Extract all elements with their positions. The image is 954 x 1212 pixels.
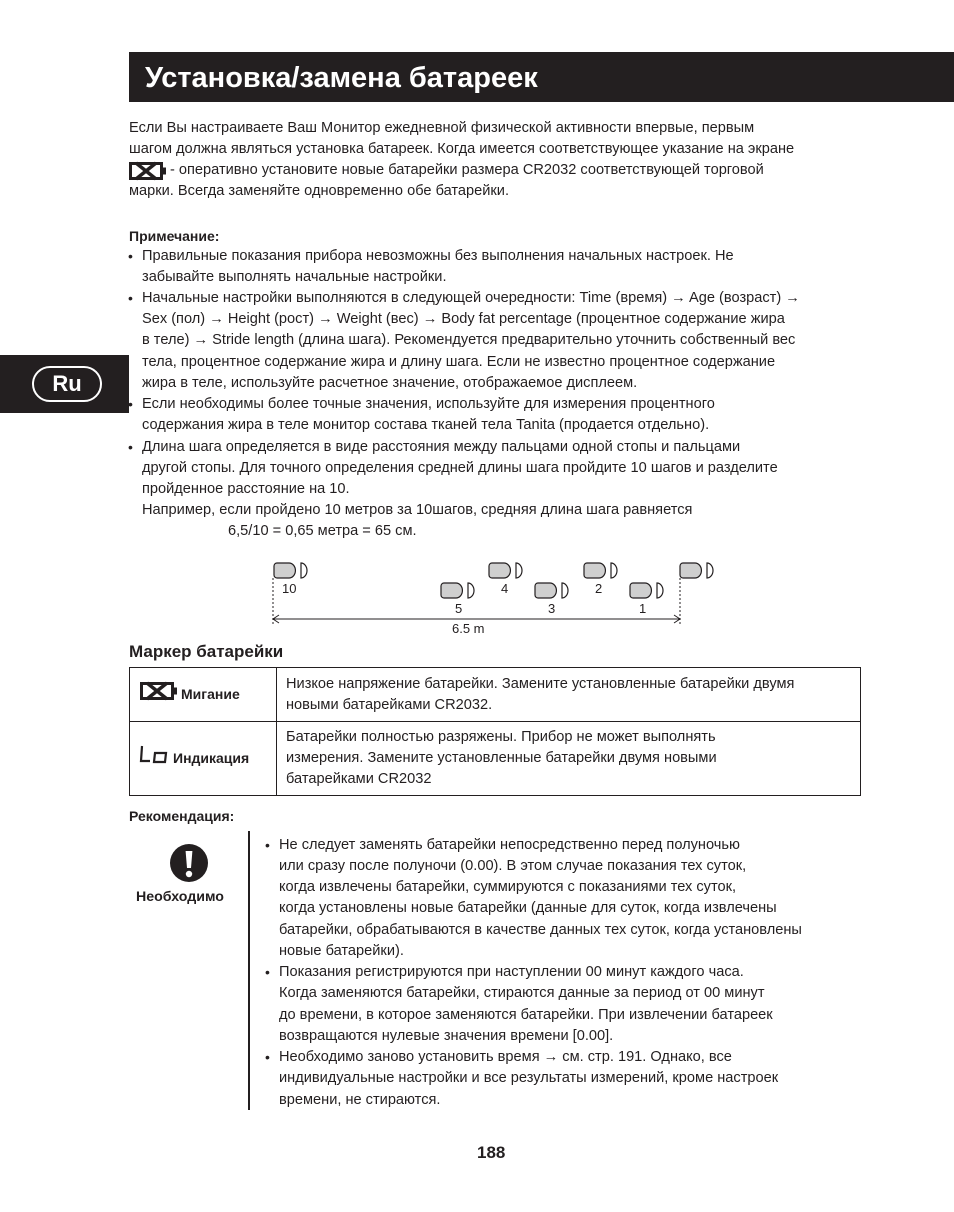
recommendation-item-1-line-3: когда извлечены батарейки, суммируются с показаниями тех суток,	[279, 879, 737, 895]
recommendation-item-1-line-4: когда установлены новые батарейки (данные для суток, когда извлечены	[279, 900, 777, 916]
description-line: батарейками CR2032	[286, 771, 432, 787]
footprint-icon	[679, 562, 717, 585]
note-item-3-line-2: содержания жира в теле монитор состава тканей тела Tanita (продается отдельно).	[142, 417, 710, 433]
battery-marker-table	[129, 667, 861, 796]
battery-blink-icon	[139, 681, 181, 708]
recommendation-item-2-line-4: возвращаются нулевые значения времени [0.00].	[279, 1028, 614, 1044]
note-item-4-line-3: пройденное расстояние на 10.	[142, 481, 350, 497]
battery-blink-icon	[129, 161, 169, 181]
recommendation-item-1-line-6: новые батарейки).	[279, 943, 404, 959]
description-cell	[277, 722, 861, 796]
table-row	[130, 722, 861, 796]
distance-label: 6.5 m	[452, 621, 485, 636]
recommendation-heading: Рекомендация:	[129, 808, 235, 824]
note-bullet-4: •	[128, 439, 133, 455]
page-number: 188	[477, 1143, 506, 1162]
intro-line-2: шагом должна являться установка батареек. Когда имеется соответствующее указание на экране	[129, 141, 795, 157]
note-item-4-line-4: Например, если пройдено 10 метров за 10шагов, средняя длина шага равняется	[142, 502, 693, 518]
footprint-icon	[629, 582, 667, 605]
recommendation-bullet-3: •	[265, 1049, 270, 1065]
note-item-3-line-1: Если необходимы более точные значения, используйте для измерения процентного	[142, 396, 715, 412]
indicator-cell	[130, 722, 277, 796]
note-item-4-line-2: другой стопы. Для точного определения средней длины шага пройдите 10 шагов и разделите	[142, 460, 778, 476]
stride-diagram	[268, 556, 728, 640]
indicator-label: Мигание	[181, 686, 240, 702]
recommendation-item-2-line-2: Когда заменяются батарейки, стираются данные за период от 00 минут	[279, 985, 765, 1001]
intro-line-1: Если Вы настраиваете Ваш Монитор ежедневной физической активности впервые, первым	[129, 120, 755, 136]
recommendation-item-1-line-1: Не следует заменять батарейки непосредственно перед полуночью	[279, 837, 740, 853]
battery-marker-heading: Маркер батарейки	[129, 642, 284, 661]
lo-display-icon	[139, 744, 169, 773]
recommendation-item-1-line-5: батарейки, обрабатываются в качестве данных тех суток, когда установлены	[279, 922, 802, 938]
description-line: измерения. Замените установленные батарейки двумя новыми	[286, 750, 717, 766]
recommendation-item-3-line-3: времени, не стираются.	[279, 1092, 441, 1108]
note-bullet-1: •	[128, 248, 133, 264]
indicator-cell	[130, 668, 277, 722]
note-item-1-line-2: забывайте выполнять начальные настройки.	[142, 269, 447, 285]
exclamation-circle-icon	[169, 843, 209, 883]
step-label-4: 4	[501, 581, 509, 596]
note-bullet-2: •	[128, 290, 133, 306]
description-cell	[277, 668, 861, 722]
note-item-4-line-1: Длина шага определяется в виде расстояния между пальцами одной стопы и пальцами	[142, 439, 741, 455]
note-item-2-line-2: Sex (пол) → Height (рост) → Weight (вес) → Body fat percentage (процентное содержание жира	[142, 311, 785, 327]
divider	[248, 831, 250, 1110]
recommendation-item-2-line-1: Показания регистрируются при наступлении 00 минут каждого часа.	[279, 964, 744, 980]
step-label-2: 2	[595, 581, 603, 596]
note-item-2-line-1: Начальные настройки выполняются в следующей очередности: Time (время) → Age (возраст) →	[142, 290, 800, 306]
note-item-2-line-5: жира в теле, используйте расчетное значение, отображаемое дисплеем.	[142, 375, 638, 391]
note-bullet-3: •	[128, 396, 133, 412]
indicator-label: Индикация	[173, 750, 250, 766]
necessary-label: Необходимо	[136, 889, 224, 905]
recommendation-item-1-line-2: или сразу после полуночи (0.00). В этом случае показания тех суток,	[279, 858, 747, 874]
step-label-10: 10	[282, 581, 297, 596]
recommendation-item-2-line-3: до времени, в которое заменяются батарейки. При извлечении батареек	[279, 1007, 773, 1023]
description-line: Батарейки полностью разряжены. Прибор не может выполнять	[286, 729, 716, 745]
step-label-3: 3	[548, 601, 556, 616]
step-label-5: 5	[455, 601, 463, 616]
note-item-1-line-1: Правильные показания прибора невозможны без выполнения начальных настроек. Не	[142, 248, 734, 264]
note-item-2-line-3: в теле) → Stride length (длина шага). Рекомендуется предварительно уточнить собственный вес	[142, 332, 796, 348]
recommendation-bullet-2: •	[265, 964, 270, 980]
note-heading: Примечание:	[129, 228, 220, 244]
description-line: новыми батарейками CR2032.	[286, 696, 493, 713]
step-label-1: 1	[639, 601, 647, 616]
description-line: Низкое напряжение батарейки. Замените установленные батарейки двумя	[286, 675, 795, 692]
recommendation-item-3-line-1: Необходимо заново установить время → см. стр. 191. Однако, все	[279, 1049, 732, 1065]
recommendation-item-3-line-2: индивидуальные настройки и все результаты измерений, кроме настроек	[279, 1070, 779, 1086]
stride-formula: 6,5/10 = 0,65 метра = 65 см.	[228, 523, 417, 539]
table-row	[130, 668, 861, 722]
intro-line-4: марки. Всегда заменяйте одновременно обе батарейки.	[129, 183, 509, 199]
recommendation-bullet-1: •	[265, 837, 270, 853]
intro-line-3: - оперативно установите новые батарейки размера CR2032 соответствующей торговой	[170, 162, 764, 178]
note-item-2-line-4: тела, процентное содержание жира и длину шага. Если не известно процентное содержание	[142, 354, 776, 370]
page-title: Установка/замена батареек	[145, 62, 538, 94]
language-tab-label: Ru	[32, 366, 102, 402]
